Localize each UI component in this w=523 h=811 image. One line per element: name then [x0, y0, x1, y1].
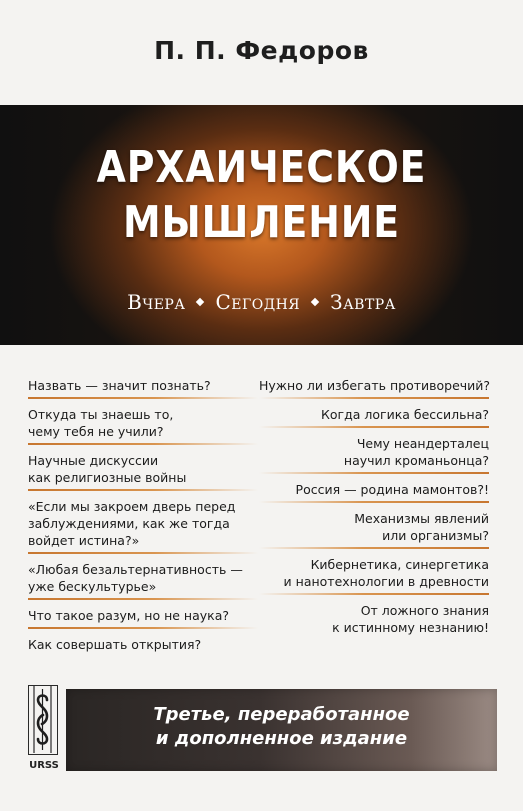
left-questions-column [28, 377, 258, 665]
edition-line-2: и дополненное издание [155, 728, 408, 749]
divider-rule [259, 547, 489, 549]
left-question-item [28, 452, 258, 491]
right-question-item [259, 510, 489, 549]
question-line: или организмы? [382, 528, 489, 543]
question-line: и нанотехнологии в древности [283, 574, 489, 589]
left-question-item [28, 561, 258, 600]
question-line: Кибернетика, синергетика [310, 557, 489, 572]
divider-rule [259, 397, 489, 399]
question-line: Назвать — значит познать? [28, 378, 211, 393]
question-line: «Любая безальтернативность — [28, 562, 243, 577]
edition-plate [66, 689, 497, 771]
edition-line-1: Третье, переработанное [153, 704, 410, 725]
question-line: чему тебя не учили? [28, 424, 164, 439]
question-line: войдет истина?» [28, 533, 140, 548]
right-question-item [259, 481, 489, 503]
divider-rule [28, 489, 258, 491]
question-line: Механизмы явлений [354, 511, 489, 526]
right-question-item [259, 377, 489, 399]
right-question-item [259, 406, 489, 428]
question-line: Откуда ты знаешь то, [28, 407, 174, 422]
question-line: заблуждениями, как же тогда [28, 516, 230, 531]
left-question-item [28, 636, 258, 658]
edition-text [66, 703, 497, 751]
question-line: Научные дискуссии [28, 453, 159, 468]
divider-rule [259, 501, 489, 503]
question-line: Россия — родина мамонтов?! [295, 482, 489, 497]
left-question-item [28, 406, 258, 445]
divider-rule [28, 627, 258, 629]
section-sign-icon [28, 685, 58, 755]
right-question-item [259, 602, 489, 641]
divider-rule [259, 593, 489, 595]
question-line: к истинному незнанию! [332, 620, 489, 635]
left-question-item [28, 607, 258, 629]
subtitle-word-3: Завтра [330, 290, 396, 314]
right-question-item [259, 556, 489, 595]
subtitle-word-1: Вчера [127, 290, 186, 314]
divider-rule [28, 598, 258, 600]
question-line: как религиозные войны [28, 470, 187, 485]
question-line: научил кроманьонца? [343, 453, 489, 468]
right-question-item [259, 435, 489, 474]
right-questions-column [259, 377, 489, 648]
divider-rule [28, 552, 258, 554]
title-banner [0, 105, 523, 345]
subtitle-word-2: Сегодня [215, 290, 301, 314]
left-question-item [28, 498, 258, 554]
question-line: Чему неандерталец [356, 436, 489, 451]
question-line: Нужно ли избегать противоречий? [259, 378, 491, 393]
diamond-separator-icon [311, 297, 319, 305]
question-line: От ложного знания [360, 603, 489, 618]
question-line: Как совершать открытия? [28, 637, 202, 652]
question-line: уже бескультурье» [28, 579, 157, 594]
diamond-separator-icon [196, 297, 204, 305]
publisher-logo [28, 685, 60, 775]
publisher-name: URSS [29, 760, 59, 771]
question-line: «Если мы закроем дверь перед [28, 499, 236, 514]
left-question-item [28, 377, 258, 399]
divider-rule [259, 472, 489, 474]
book-title-line-1: АРХАИЧЕСКОЕ [96, 142, 427, 193]
divider-rule [28, 397, 258, 399]
book-title-line-2: МЫШЛЕНИЕ [123, 197, 400, 248]
divider-rule [259, 426, 489, 428]
divider-rule [28, 443, 258, 445]
author-name: П. П. Федоров [154, 36, 369, 65]
question-line: Что такое разум, но не наука? [28, 608, 229, 623]
question-line: Когда логика бессильна? [321, 407, 489, 422]
subtitle [0, 290, 523, 314]
